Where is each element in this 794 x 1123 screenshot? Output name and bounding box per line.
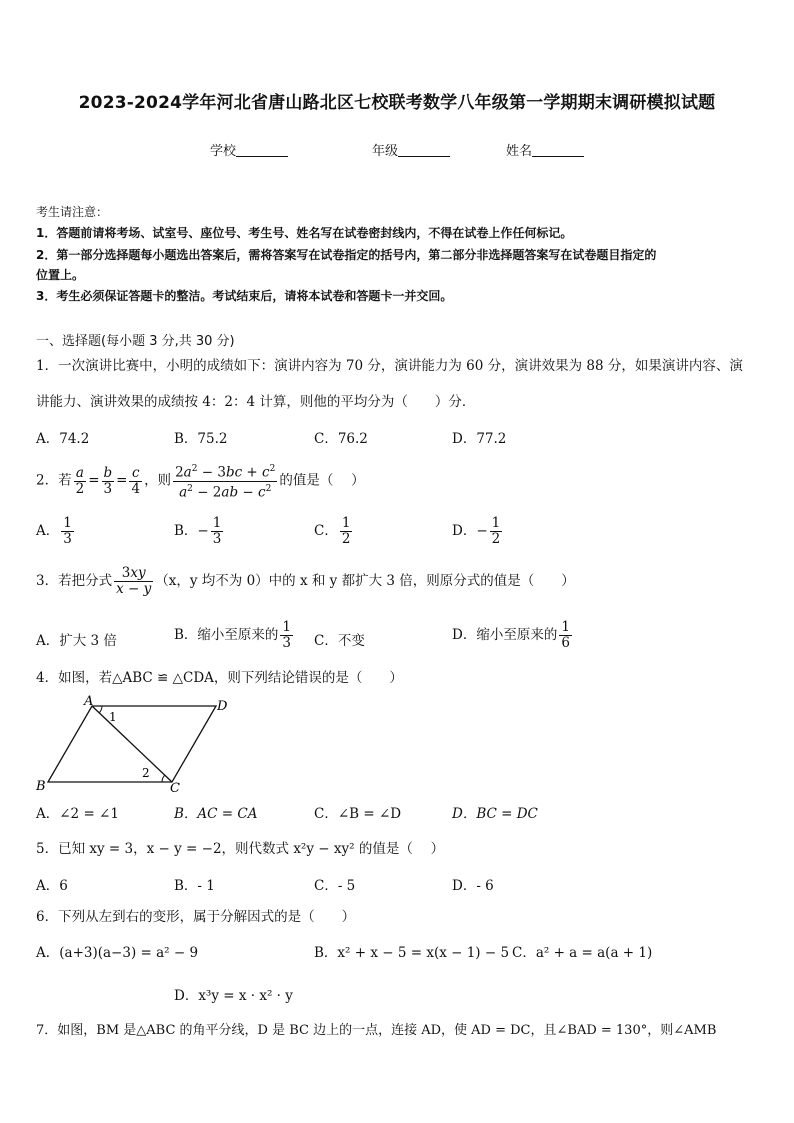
q5-option-a[interactable]: A．6 — [36, 878, 68, 894]
label-c: C — [170, 781, 180, 794]
angle-1-arc — [99, 706, 102, 713]
q2-option-c[interactable]: C． $\frac{1}{2}$ — [314, 515, 351, 547]
q4-parallelogram-figure — [30, 694, 240, 794]
q1-option-a[interactable]: A．74.2 — [36, 431, 90, 447]
q2-then: ，则 — [144, 472, 172, 489]
q5-option-d[interactable]: D．- 6 — [452, 878, 494, 894]
school-label: 学校 — [210, 144, 237, 159]
grade-label: 年级 — [372, 144, 399, 159]
q1-option-c[interactable]: C．76.2 — [314, 431, 368, 447]
label-a: A — [84, 694, 94, 709]
grade-field[interactable] — [372, 140, 450, 159]
label-b: B — [36, 779, 46, 794]
notice-item-3: 3．考生必须保证答题卡的整洁。考试结束后，请将本试卷和答题卡一并交回。 — [36, 289, 453, 303]
label-angle-2: 2 — [142, 766, 150, 780]
label-d: D — [217, 699, 228, 714]
q1-option-b[interactable]: B．75.2 — [174, 431, 228, 447]
q5-option-b[interactable]: B．- 1 — [174, 878, 215, 894]
q1-text: 1．一次演讲比赛中，小明的成绩如下：演讲内容为 70 分，演讲能力为 60 分，演讲效果为 88 分，如果演讲内容、演 — [36, 358, 743, 374]
q3-option-b[interactable]: B．缩小至原来的 $\frac{1}{3}$ — [174, 619, 292, 651]
section-heading: 一、选择题(每小题 3 分,共 30 分) — [36, 334, 235, 349]
q3-option-d[interactable]: D．缩小至原来的 $\frac{1}{6}$ — [452, 619, 570, 651]
notice-item-1: 1．答题前请将考场、试室号、座位号、考生号、姓名写在试卷密封线内，不得在试卷上作任何标记。 — [36, 226, 573, 240]
q2-option-b[interactable]: B．− $\frac{1}{3}$ — [174, 515, 222, 547]
q3-middle: （x，y 均不为 0）中的 x 和 y 都扩大 3 倍，则原分式的值是（ ） — [155, 573, 575, 589]
name-field[interactable] — [506, 140, 584, 159]
name-label: 姓名 — [506, 144, 533, 159]
notice-heading: 考生请注意： — [36, 205, 109, 219]
angle-2-arc — [162, 775, 165, 782]
q4-option-b[interactable]: B．AC = CA — [174, 806, 258, 822]
q3-option-a[interactable]: A．扩大 3 倍 — [36, 633, 117, 649]
q6-option-b[interactable]: B．x² + x − 5 = x(x − 1) − 5 — [314, 945, 510, 961]
q7-text: 7．如图，BM 是△ABC 的角平分线，D 是 BC 边上的一点，连接 AD，使 AD = DC，且∠BAD = 130°，则∠AMB — [36, 1023, 717, 1038]
q6-text: 6．下列从左到右的变形，属于分解因式的是（ ） — [36, 909, 356, 925]
q3-text: 3．若把分式 $\frac{3xy}{x - y}$ （x，y 均不为 0）中的 x 和 y 都扩大 3 倍，则原分式的值是（ ） — [36, 565, 575, 597]
q4-option-d[interactable]: D．BC = DC — [452, 806, 538, 822]
q1-text-cont: 讲能力、演讲效果的成绩按 4：2：4 计算，则他的平均分为（ ）分． — [36, 394, 476, 410]
q1-option-d[interactable]: D．77.2 — [452, 431, 507, 447]
notice-item-2: 2．第一部分选择题每小题选出答案后，需将答案写在试卷指定的括号内，第二部分非选择题答案写在试卷题目指定的 — [36, 248, 657, 262]
q2-tail: 的值是（ ） — [279, 472, 365, 489]
diagonal-ac — [92, 706, 172, 782]
q5-option-c[interactable]: C．- 5 — [314, 878, 356, 894]
q3-option-d-label: D．缩小至原来的 — [452, 627, 558, 643]
q2-option-d[interactable]: D．− $\frac{1}{2}$ — [452, 515, 501, 547]
page-title: 2023-2024学年河北省唐山路北区七校联考数学八年级第一学期期末调研模拟试题 — [78, 93, 716, 113]
q4-text: 4．如图，若△ABC ≌ △CDA，则下列结论错误的是（ ） — [36, 670, 403, 686]
q2-option-a[interactable]: A． $\frac{1}{3}$ — [36, 515, 72, 547]
notice-item-2-cont: 位置上。 — [36, 268, 85, 282]
q2-number: 2．若 — [36, 472, 72, 489]
q6-option-a[interactable]: A．(a+3)(a−3) = a² − 9 — [36, 945, 199, 961]
school-field[interactable] — [210, 140, 288, 159]
q6-option-c[interactable]: C．a² + a = a(a + 1) — [512, 945, 653, 961]
q4-option-a[interactable]: A．∠2 = ∠1 — [36, 806, 119, 822]
q2-text: 2．若 $\frac{a}{2}$ = $\frac{b}{3}$ = $\frac{c}{4}$ ，则 $\frac{2a^2 - 3bc + c^2}{a^2 - 2ab - c^2}$ 的值是（ ） — [36, 464, 365, 500]
q3-option-c[interactable]: C．不变 — [314, 633, 365, 649]
q4-option-c[interactable]: C．∠B = ∠D — [314, 806, 402, 822]
q6-option-d[interactable]: D．x³y = x · x² · y — [174, 988, 293, 1004]
q5-text: 5．已知 xy = 3，x − y = −2，则代数式 x²y − xy² 的值是（ ） — [36, 841, 445, 857]
label-angle-1: 1 — [109, 710, 117, 724]
q3-prefix: 3．若把分式 — [36, 573, 113, 589]
q3-option-b-label: B．缩小至原来的 — [174, 627, 279, 643]
